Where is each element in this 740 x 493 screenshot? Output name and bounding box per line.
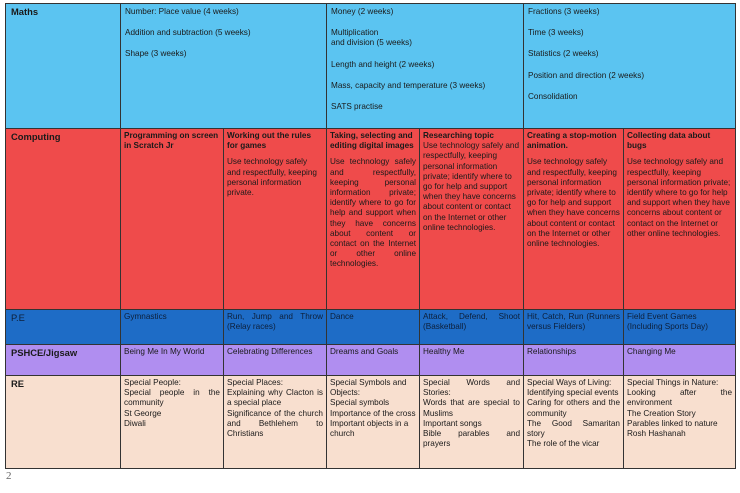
re-line: Significance of the church and Bethlehem to Christians [227,408,323,439]
pe-cell: Attack, Defend, Shoot (Basketball) [420,310,524,345]
maths-item: and division (5 weeks) [331,38,413,48]
re-line: Importance of the cross [330,408,416,418]
re-cell [121,376,224,469]
re-line: Diwali [124,418,146,428]
re-line: Words that are special to Muslims [423,398,520,418]
re-line: Special Ways of Living: [527,378,612,387]
subject-pe: P.E [6,310,121,345]
subject-pshce: PSHCE/Jigsaw [6,345,121,376]
re-line: The role of the vicar [527,439,600,449]
re-line: Special symbols [330,398,390,408]
pshce-cell: Dreams and Goals [327,345,420,376]
computing-body: Use technology safely and respectfully, keeping personal information private; identify where to go for help and support when they have concerns about content or contact on the Internet or other online technologies. [527,157,620,249]
computing-title: Taking, selecting and editing digital images [330,131,414,151]
maths-col-3 [524,4,736,129]
computing-title: Creating a stop-motion animation. [527,131,617,151]
re-line: Bible parables and prayers [423,429,520,449]
re-line: Identifying special events [527,388,619,398]
computing-title: Programming on screen in Scratch Jr [124,131,219,151]
curriculum-table [5,3,736,469]
re-cell [420,376,524,469]
maths-item: Length and height (2 weeks) [331,59,435,69]
maths-col-1 [121,4,327,129]
re-line: Explaining why Clacton is a special place [227,388,323,408]
re-cell [224,376,327,469]
pe-cell: Dance [327,310,420,345]
computing-cell [524,129,624,310]
computing-body: Use technology safely and respectfully, keeping personal information private. [227,157,317,198]
maths-item: Mass, capacity and temperature (3 weeks) [331,80,486,90]
subject-maths: Maths [6,4,121,129]
maths-item: Time (3 weeks) [528,28,584,38]
maths-item: Statistics (2 weeks) [528,49,599,59]
re-line: The Creation Story [627,408,696,418]
re-line: Special Things in Nature: [627,378,719,387]
computing-title: Working out the rules for games [227,131,312,151]
computing-body: Use technology safely and respectfully, keeping personal information private; identify where to go for help and support when they have concerns about content or contact on the Internet or other online technologies. [423,141,520,232]
maths-item: Number: Place value (4 weeks) [125,7,239,16]
re-line: Caring for others and the community [527,398,620,418]
re-cell [327,376,420,469]
re-line: Looking after the environment [627,388,732,408]
computing-cell [224,129,327,310]
computing-body: Use technology safely and respectfully, keeping personal information private; identify where to go for help and support when they have concerns about content or contact on the Internet or other online technologies. [330,157,416,269]
re-line: Special Places: [227,378,283,387]
maths-item: SATS practise [331,102,383,112]
re-line: Special People: [124,378,181,387]
maths-item: Addition and subtraction (5 weeks) [125,28,251,38]
re-cell [524,376,624,469]
pshce-cell: Celebrating Differences [224,345,327,376]
pe-cell: Run, Jump and Throw (Relay races) [224,310,327,345]
re-line: Special Words and Stories: [423,378,520,398]
page-number: 2 [6,470,12,482]
maths-item: Position and direction (2 weeks) [528,70,645,80]
maths-item: Shape (3 weeks) [125,49,187,59]
pe-cell: Gymnastics [121,310,224,345]
subject-computing: Computing [6,129,121,310]
pshce-cell: Being Me In My World [121,345,224,376]
subject-re: RE [6,376,121,469]
pshce-cell: Changing Me [624,345,736,376]
re-line: Special people in the community [124,388,220,408]
maths-item: Money (2 weeks) [331,7,394,16]
maths-item: Multiplication [331,28,379,38]
re-line: Parables linked to nature [627,418,718,428]
pe-cell: Hit, Catch, Run (Runners versus Fielders) [524,310,624,345]
pe-cell: Field Event Games (Including Sports Day) [624,310,736,345]
re-line: The Good Samaritan story [527,418,620,439]
re-cell [624,376,736,469]
computing-cell [327,129,420,310]
maths-item: Consolidation [528,91,578,101]
re-line: St George [124,408,162,418]
re-line: Important objects in a church [330,418,409,439]
computing-cell [624,129,736,310]
computing-title: Collecting data about bugs [627,131,711,151]
computing-title: Researching topic [423,131,494,140]
computing-body: Use technology safely and respectfully, keeping personal information private; identify where to go for help and support when they have concerns about content or contact on the Internet or other online technologies. [627,157,731,238]
maths-item: Fractions (3 weeks) [528,7,600,16]
pshce-cell: Relationships [524,345,624,376]
maths-col-2 [327,4,524,129]
computing-cell [121,129,224,310]
re-line: Important songs [423,418,482,428]
pshce-cell: Healthy Me [420,345,524,376]
computing-cell [420,129,524,310]
re-line: Rosh Hashanah [627,429,686,439]
re-line: Special Symbols and Objects: [330,378,407,398]
